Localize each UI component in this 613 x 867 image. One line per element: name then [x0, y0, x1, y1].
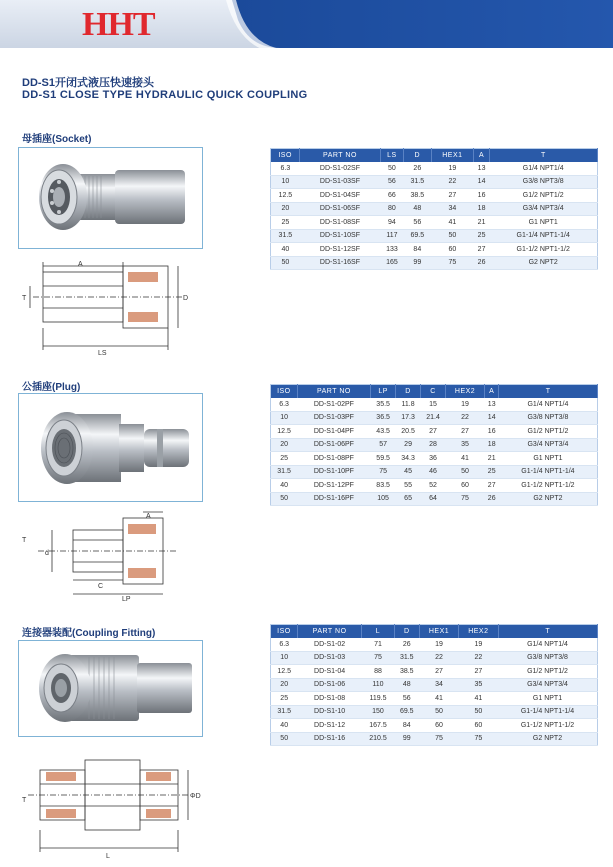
plug-table-cell: 15	[421, 398, 446, 411]
coupling-table-cell: 6.3	[271, 638, 298, 651]
plug-table-cell: 40	[271, 479, 298, 493]
plug-table-cell: G3/4 NPT3/4	[499, 438, 598, 452]
socket-col-header: HEX1	[431, 149, 474, 163]
plug-table	[270, 384, 598, 506]
plug-table-cell: G1/2 NPT1/2	[499, 425, 598, 439]
socket-table-cell: 6.3	[271, 162, 300, 175]
socket-table-cell: G1/4 NPT1/4	[489, 162, 597, 175]
plug-table-cell: 25	[271, 452, 298, 466]
coupling-table-cell: 26	[394, 638, 419, 651]
coupling-table-cell: 110	[362, 678, 394, 692]
coupling-table-cell: 25	[271, 692, 298, 706]
plug-table-cell: 17.3	[396, 411, 421, 425]
socket-table-cell: 117	[380, 229, 403, 243]
socket-table-cell: 14	[474, 175, 490, 189]
plug-section-title: 公插座(Plug)	[22, 382, 81, 393]
socket-table-cell: 25	[474, 229, 490, 243]
coupling-table-cell: DD-S1-12	[297, 719, 361, 733]
socket-table-cell: 27	[431, 189, 474, 203]
socket-drawing	[18, 258, 201, 358]
socket-table-cell: DD-S1-03SF	[300, 175, 380, 189]
coupling-table-cell: 167.5	[362, 719, 394, 733]
socket-col-header: ISO	[271, 149, 300, 163]
plug-table-row	[271, 452, 598, 466]
plug-photo	[18, 393, 203, 502]
plug-col-header: C	[421, 385, 446, 399]
coupling-col-header: T	[498, 625, 597, 639]
socket-label-t: T	[22, 295, 27, 302]
coupling-table-cell: G3/8 NPT3/8	[498, 651, 597, 665]
socket-table-cell: 10	[271, 175, 300, 189]
socket-table-cell: G2 NPT2	[489, 256, 597, 270]
plug-table-cell: 12.5	[271, 425, 298, 439]
plug-table-cell: 35.5	[371, 398, 396, 411]
socket-table	[270, 148, 598, 270]
plug-table-cell: 25	[485, 465, 499, 479]
socket-table-cell: G3/8 NPT3/8	[489, 175, 597, 189]
socket-table-row	[271, 216, 598, 230]
plug-table-cell: 36.5	[371, 411, 396, 425]
socket-table-cell: 56	[404, 216, 431, 230]
socket-table-cell: 16	[474, 189, 490, 203]
plug-table-cell: 55	[396, 479, 421, 493]
plug-table-cell: 52	[421, 479, 446, 493]
coupling-table-cell: 31.5	[271, 705, 298, 719]
socket-col-header: PART NO	[300, 149, 380, 163]
coupling-table-cell: 48	[394, 678, 419, 692]
socket-table-row	[271, 243, 598, 257]
coupling-table-cell: 84	[394, 719, 419, 733]
plug-table-cell: 11.8	[396, 398, 421, 411]
coupling-table-cell: 38.5	[394, 665, 419, 679]
socket-table-cell: 31.5	[404, 175, 431, 189]
plug-table-cell: 26	[485, 492, 499, 506]
plug-col-header: HEX2	[446, 385, 485, 399]
plug-table-cell: DD-S1-03PF	[297, 411, 370, 425]
coupling-table-cell: 40	[271, 719, 298, 733]
coupling-table-cell: 35	[459, 678, 498, 692]
plug-col-header: LP	[371, 385, 396, 399]
coupling-table-cell: G1/2 NPT1/2	[498, 665, 597, 679]
coupling-table-row	[271, 732, 598, 746]
plug-col-header: PART NO	[297, 385, 370, 399]
plug-table-cell: 50	[446, 465, 485, 479]
plug-table-cell: 45	[396, 465, 421, 479]
coupling-table-cell: 19	[459, 638, 498, 651]
socket-table-cell: DD-S1-08SF	[300, 216, 380, 230]
coupling-table-cell: 50	[271, 732, 298, 746]
socket-table-row	[271, 162, 598, 175]
socket-table-row	[271, 229, 598, 243]
header-banner	[0, 0, 613, 52]
plug-table-cell: 20.5	[396, 425, 421, 439]
socket-photo	[18, 147, 203, 249]
coupling-label-d: ΦD	[190, 793, 201, 800]
brand-logo: HHT	[82, 6, 155, 43]
coupling-table-cell: 60	[459, 719, 498, 733]
coupling-table-cell: 69.5	[394, 705, 419, 719]
plug-table-cell: DD-S1-12PF	[297, 479, 370, 493]
plug-table-cell: DD-S1-16PF	[297, 492, 370, 506]
coupling-table-cell: G2 NPT2	[498, 732, 597, 746]
socket-label-ls: LS	[98, 350, 107, 357]
plug-label-a: A	[146, 513, 151, 520]
socket-table-cell: 31.5	[271, 229, 300, 243]
coupling-table-cell: 10	[271, 651, 298, 665]
socket-table-cell: 66	[380, 189, 403, 203]
plug-table-cell: 10	[271, 411, 298, 425]
coupling-col-header: D	[394, 625, 419, 639]
plug-table-cell: 27	[446, 425, 485, 439]
coupling-table-cell: 99	[394, 732, 419, 746]
socket-table-row	[271, 256, 598, 270]
plug-table-cell: 13	[485, 398, 499, 411]
plug-table-cell: 57	[371, 438, 396, 452]
plug-table-cell: DD-S1-08PF	[297, 452, 370, 466]
plug-table-cell: 6.3	[271, 398, 298, 411]
socket-table-cell: 13	[474, 162, 490, 175]
coupling-label-l: L	[106, 853, 110, 860]
coupling-table-row	[271, 692, 598, 706]
socket-table-cell: DD-S1-12SF	[300, 243, 380, 257]
coupling-label-t: T	[22, 797, 27, 804]
coupling-table-cell: DD-S1-08	[297, 692, 361, 706]
coupling-table-cell: DD-S1-04	[297, 665, 361, 679]
coupling-table-cell: 41	[419, 692, 458, 706]
coupling-table-cell: 27	[419, 665, 458, 679]
coupling-table-cell: 75	[459, 732, 498, 746]
socket-table-cell: 27	[474, 243, 490, 257]
socket-table-cell: 18	[474, 202, 490, 216]
socket-section-title: 母插座(Socket)	[22, 134, 92, 145]
plug-table-cell: 60	[446, 479, 485, 493]
plug-col-header: T	[499, 385, 598, 399]
plug-table-cell: 105	[371, 492, 396, 506]
socket-table-cell: 133	[380, 243, 403, 257]
plug-table-cell: 14	[485, 411, 499, 425]
coupling-drawing	[18, 748, 201, 860]
coupling-table-cell: G1-1/2 NPT1-1/2	[498, 719, 597, 733]
socket-table-cell: 99	[404, 256, 431, 270]
plug-table-cell: 75	[371, 465, 396, 479]
coupling-table-row	[271, 651, 598, 665]
coupling-table-cell: 88	[362, 665, 394, 679]
coupling-table-cell: 22	[419, 651, 458, 665]
socket-table-cell: G1/2 NPT1/2	[489, 189, 597, 203]
coupling-table-cell: G1 NPT1	[498, 692, 597, 706]
plug-table-cell: 27	[421, 425, 446, 439]
coupling-table-cell: 210.5	[362, 732, 394, 746]
plug-table-cell: 65	[396, 492, 421, 506]
plug-table-cell: 20	[271, 438, 298, 452]
coupling-table	[270, 624, 598, 746]
plug-table-row	[271, 465, 598, 479]
socket-table-cell: 50	[271, 256, 300, 270]
socket-table-cell: DD-S1-06SF	[300, 202, 380, 216]
coupling-table-cell: DD-S1-03	[297, 651, 361, 665]
plug-table-cell: 28	[421, 438, 446, 452]
plug-label-t: T	[22, 537, 27, 544]
plug-label-lp: LP	[122, 596, 131, 602]
socket-table-cell: 40	[271, 243, 300, 257]
socket-table-cell: 19	[431, 162, 474, 175]
coupling-table-cell: 34	[419, 678, 458, 692]
coupling-col-header: HEX1	[419, 625, 458, 639]
socket-table-cell: G1-1/2 NPT1-1/2	[489, 243, 597, 257]
coupling-table-cell: 31.5	[394, 651, 419, 665]
coupling-table-cell: 119.5	[362, 692, 394, 706]
socket-col-header: A	[474, 149, 490, 163]
coupling-table-cell: 50	[419, 705, 458, 719]
socket-col-header: LS	[380, 149, 403, 163]
socket-table-cell: 38.5	[404, 189, 431, 203]
plug-table-row	[271, 492, 598, 506]
plug-table-cell: 16	[485, 425, 499, 439]
coupling-table-row	[271, 705, 598, 719]
plug-table-cell: 31.5	[271, 465, 298, 479]
socket-table-cell: 48	[404, 202, 431, 216]
plug-table-cell: DD-S1-04PF	[297, 425, 370, 439]
socket-table-cell: 50	[380, 162, 403, 175]
plug-table-cell: G2 NPT2	[499, 492, 598, 506]
coupling-table-cell: DD-S1-02	[297, 638, 361, 651]
coupling-table-cell: G3/4 NPT3/4	[498, 678, 597, 692]
coupling-table-cell: G1/4 NPT1/4	[498, 638, 597, 651]
socket-table-cell: 84	[404, 243, 431, 257]
coupling-table-cell: 50	[459, 705, 498, 719]
coupling-table-row	[271, 678, 598, 692]
socket-table-cell: 41	[431, 216, 474, 230]
plug-table-row	[271, 438, 598, 452]
socket-table-cell: 60	[431, 243, 474, 257]
socket-table-row	[271, 189, 598, 203]
plug-table-cell: 21.4	[421, 411, 446, 425]
socket-table-cell: 26	[404, 162, 431, 175]
socket-table-cell: 12.5	[271, 189, 300, 203]
coupling-section-title: 连接器装配(Coupling Fitting)	[22, 628, 156, 639]
socket-label-a: A	[78, 261, 83, 268]
plug-table-cell: G1-1/4 NPT1-1/4	[499, 465, 598, 479]
socket-table-cell: 80	[380, 202, 403, 216]
plug-table-cell: 35	[446, 438, 485, 452]
coupling-col-header: PART NO	[297, 625, 361, 639]
coupling-table-row	[271, 638, 598, 651]
socket-table-cell: 25	[271, 216, 300, 230]
plug-table-cell: 22	[446, 411, 485, 425]
plug-table-cell: 41	[446, 452, 485, 466]
page-title-en: DD-S1 CLOSE TYPE HYDRAULIC QUICK COUPLING	[22, 89, 308, 101]
plug-table-cell: 59.5	[371, 452, 396, 466]
socket-table-row	[271, 175, 598, 189]
socket-table-cell: 94	[380, 216, 403, 230]
socket-table-cell: 56	[380, 175, 403, 189]
coupling-table-cell: 71	[362, 638, 394, 651]
coupling-table-cell: DD-S1-10	[297, 705, 361, 719]
coupling-table-cell: 75	[362, 651, 394, 665]
socket-label-d: D	[183, 295, 189, 302]
socket-table-cell: 69.5	[404, 229, 431, 243]
plug-table-row	[271, 479, 598, 493]
coupling-table-row	[271, 665, 598, 679]
plug-table-cell: G1/4 NPT1/4	[499, 398, 598, 411]
coupling-table-cell: 56	[394, 692, 419, 706]
coupling-table-cell: 27	[459, 665, 498, 679]
socket-col-header: T	[489, 149, 597, 163]
plug-table-cell: DD-S1-10PF	[297, 465, 370, 479]
coupling-col-header: HEX2	[459, 625, 498, 639]
plug-table-cell: 64	[421, 492, 446, 506]
plug-table-cell: 36	[421, 452, 446, 466]
socket-table-cell: 50	[431, 229, 474, 243]
coupling-table-cell: 150	[362, 705, 394, 719]
plug-table-cell: 43.5	[371, 425, 396, 439]
coupling-col-header: L	[362, 625, 394, 639]
plug-col-header: ISO	[271, 385, 298, 399]
coupling-photo	[18, 640, 203, 737]
plug-table-cell: 27	[485, 479, 499, 493]
plug-table-cell: DD-S1-06PF	[297, 438, 370, 452]
coupling-table-cell: DD-S1-06	[297, 678, 361, 692]
plug-table-row	[271, 425, 598, 439]
plug-table-cell: 21	[485, 452, 499, 466]
coupling-table-cell: 41	[459, 692, 498, 706]
plug-table-cell: 34.3	[396, 452, 421, 466]
plug-col-header: A	[485, 385, 499, 399]
coupling-table-cell: 12.5	[271, 665, 298, 679]
socket-table-cell: 75	[431, 256, 474, 270]
coupling-table-cell: DD-S1-16	[297, 732, 361, 746]
socket-table-cell: DD-S1-02SF	[300, 162, 380, 175]
coupling-table-cell: 75	[419, 732, 458, 746]
socket-table-cell: G1 NPT1	[489, 216, 597, 230]
socket-table-cell: DD-S1-16SF	[300, 256, 380, 270]
socket-table-cell: 34	[431, 202, 474, 216]
socket-table-cell: 20	[271, 202, 300, 216]
coupling-col-header: ISO	[271, 625, 298, 639]
plug-table-cell: G1-1/2 NPT1-1/2	[499, 479, 598, 493]
socket-table-cell: DD-S1-04SF	[300, 189, 380, 203]
socket-table-cell: DD-S1-10SF	[300, 229, 380, 243]
plug-drawing	[18, 510, 201, 602]
plug-table-cell: 83.5	[371, 479, 396, 493]
coupling-table-cell: G1-1/4 NPT1-1/4	[498, 705, 597, 719]
plug-col-header: D	[396, 385, 421, 399]
plug-table-cell: 19	[446, 398, 485, 411]
page-title-cn: DD-S1开闭式液压快速接头	[22, 77, 155, 89]
coupling-table-cell: 22	[459, 651, 498, 665]
plug-table-cell: G3/8 NPT3/8	[499, 411, 598, 425]
socket-table-row	[271, 202, 598, 216]
socket-table-cell: G1-1/4 NPT1-1/4	[489, 229, 597, 243]
plug-table-row	[271, 411, 598, 425]
plug-table-cell: 75	[446, 492, 485, 506]
plug-table-cell: 29	[396, 438, 421, 452]
plug-table-cell: 46	[421, 465, 446, 479]
socket-table-cell: 22	[431, 175, 474, 189]
coupling-table-cell: 20	[271, 678, 298, 692]
plug-table-cell: G1 NPT1	[499, 452, 598, 466]
plug-label-d: d	[45, 550, 49, 557]
socket-table-cell: 21	[474, 216, 490, 230]
coupling-table-row	[271, 719, 598, 733]
plug-table-row	[271, 398, 598, 411]
plug-label-c: C	[98, 583, 104, 590]
coupling-table-cell: 19	[419, 638, 458, 651]
socket-table-cell: G3/4 NPT3/4	[489, 202, 597, 216]
socket-table-cell: 26	[474, 256, 490, 270]
plug-table-cell: 50	[271, 492, 298, 506]
coupling-table-cell: 60	[419, 719, 458, 733]
plug-table-cell: DD-S1-02PF	[297, 398, 370, 411]
socket-table-cell: 165	[380, 256, 403, 270]
socket-col-header: D	[404, 149, 431, 163]
plug-table-cell: 18	[485, 438, 499, 452]
